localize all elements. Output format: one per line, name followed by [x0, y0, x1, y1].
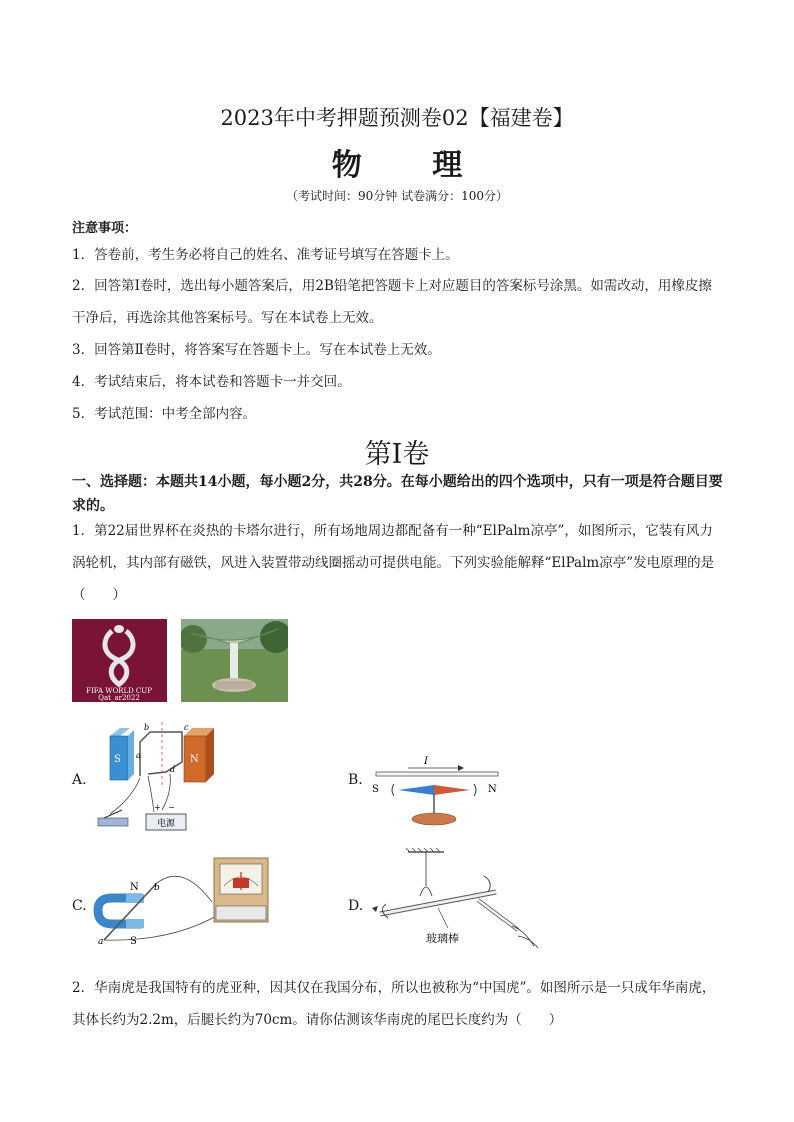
option-d-label: D. [348, 898, 364, 914]
compass-n-label: N [488, 784, 497, 795]
magnet-s-label: S [114, 754, 121, 765]
section-instructions: 一、选择题：本题共14小题，每小题2分，共28分。在每小题给出的四个选项中，只有一项是符合题目要求的。 [72, 474, 723, 514]
notice-item-3: 3．回答第Ⅱ卷时，将答案写在答题卡上。写在本试卷上无效。 [72, 342, 441, 358]
exam-info: （考试时间：90分钟 试卷满分：100分） [286, 189, 508, 203]
exam-title: 2023年中考押题预测卷02【福建卷】 [220, 106, 574, 130]
power-minus-label: − [168, 803, 175, 812]
question-1-text: 1．第22届世界杯在炎热的卡塔尔进行，所有场地周边都配备有一种“ElPalm凉亭”，如图所示，它装有风力涡轮机，其内部有磁铁，风进入装置带动线圈摇动可提供电能。下列实验能解释“ElPalm凉亭”发电原理的是（ ） [72, 523, 715, 603]
notice-item-2: 2．回答第Ⅰ卷时，选出每小题答案后，用2B铅笔把答题卡上对应题目的答案标号涂黑。如需改动，用橡皮擦干净后，再选涂其他答案标号。写在本试卷上无效。 [72, 278, 712, 326]
option-b-label: B. [348, 772, 363, 788]
notice-item-1: 1．答卷前，考生务必将自己的姓名、准考证号填写在答题卡上。 [72, 247, 459, 263]
coil-a-label: a [136, 751, 141, 760]
option-d-diagram [368, 848, 548, 952]
magnet-c-s-label: S [130, 936, 137, 946]
subject-title: 物 理 [331, 148, 493, 183]
power-plus-label: + [154, 803, 161, 812]
option-c-diagram [92, 852, 274, 946]
notice-item-4: 4．考试结束后，将本试卷和答题卡一并交回。 [72, 374, 351, 390]
notice-heading: 注意事项： [72, 221, 138, 236]
magnet-n-label: N [190, 754, 199, 765]
compass-s-label: S [372, 784, 379, 795]
notice-item-5: 5．考试范围：中考全部内容。 [72, 406, 257, 422]
current-i-label: I [424, 756, 428, 767]
rod-a-label: a [98, 937, 104, 946]
coil-c-label: c [184, 723, 189, 732]
coil-b-label: b [144, 723, 150, 732]
logo-text-line1: FIFA WORLD CUP [86, 687, 152, 695]
rod-b-label: b [154, 883, 160, 893]
magnet-c-n-label: N [130, 882, 139, 893]
option-a-diagram [92, 718, 232, 836]
glass-rod-label: 玻璃棒 [426, 932, 459, 945]
world-cup-logo-image [72, 619, 167, 702]
elpalm-pavilion-photo [181, 619, 288, 702]
coil-d-label: d [170, 765, 176, 774]
option-c-label: C. [72, 898, 87, 914]
power-supply-label: 电源 [156, 819, 176, 829]
option-b-diagram [368, 752, 508, 828]
section-title: 第Ⅰ卷 [364, 439, 430, 470]
option-a-label: A. [72, 772, 87, 788]
logo-text-line2: Qat_ar2022 [98, 694, 140, 702]
question-2-text: 2．华南虎是我国特有的虎亚种，因其仅在我国分布，所以也被称为“中国虎”。如图所示是一只成年华南虎，其体长约为2.2m，后腿长约为70cm。请你估测该华南虎的尾巴长度约为（ ） [72, 980, 716, 1028]
